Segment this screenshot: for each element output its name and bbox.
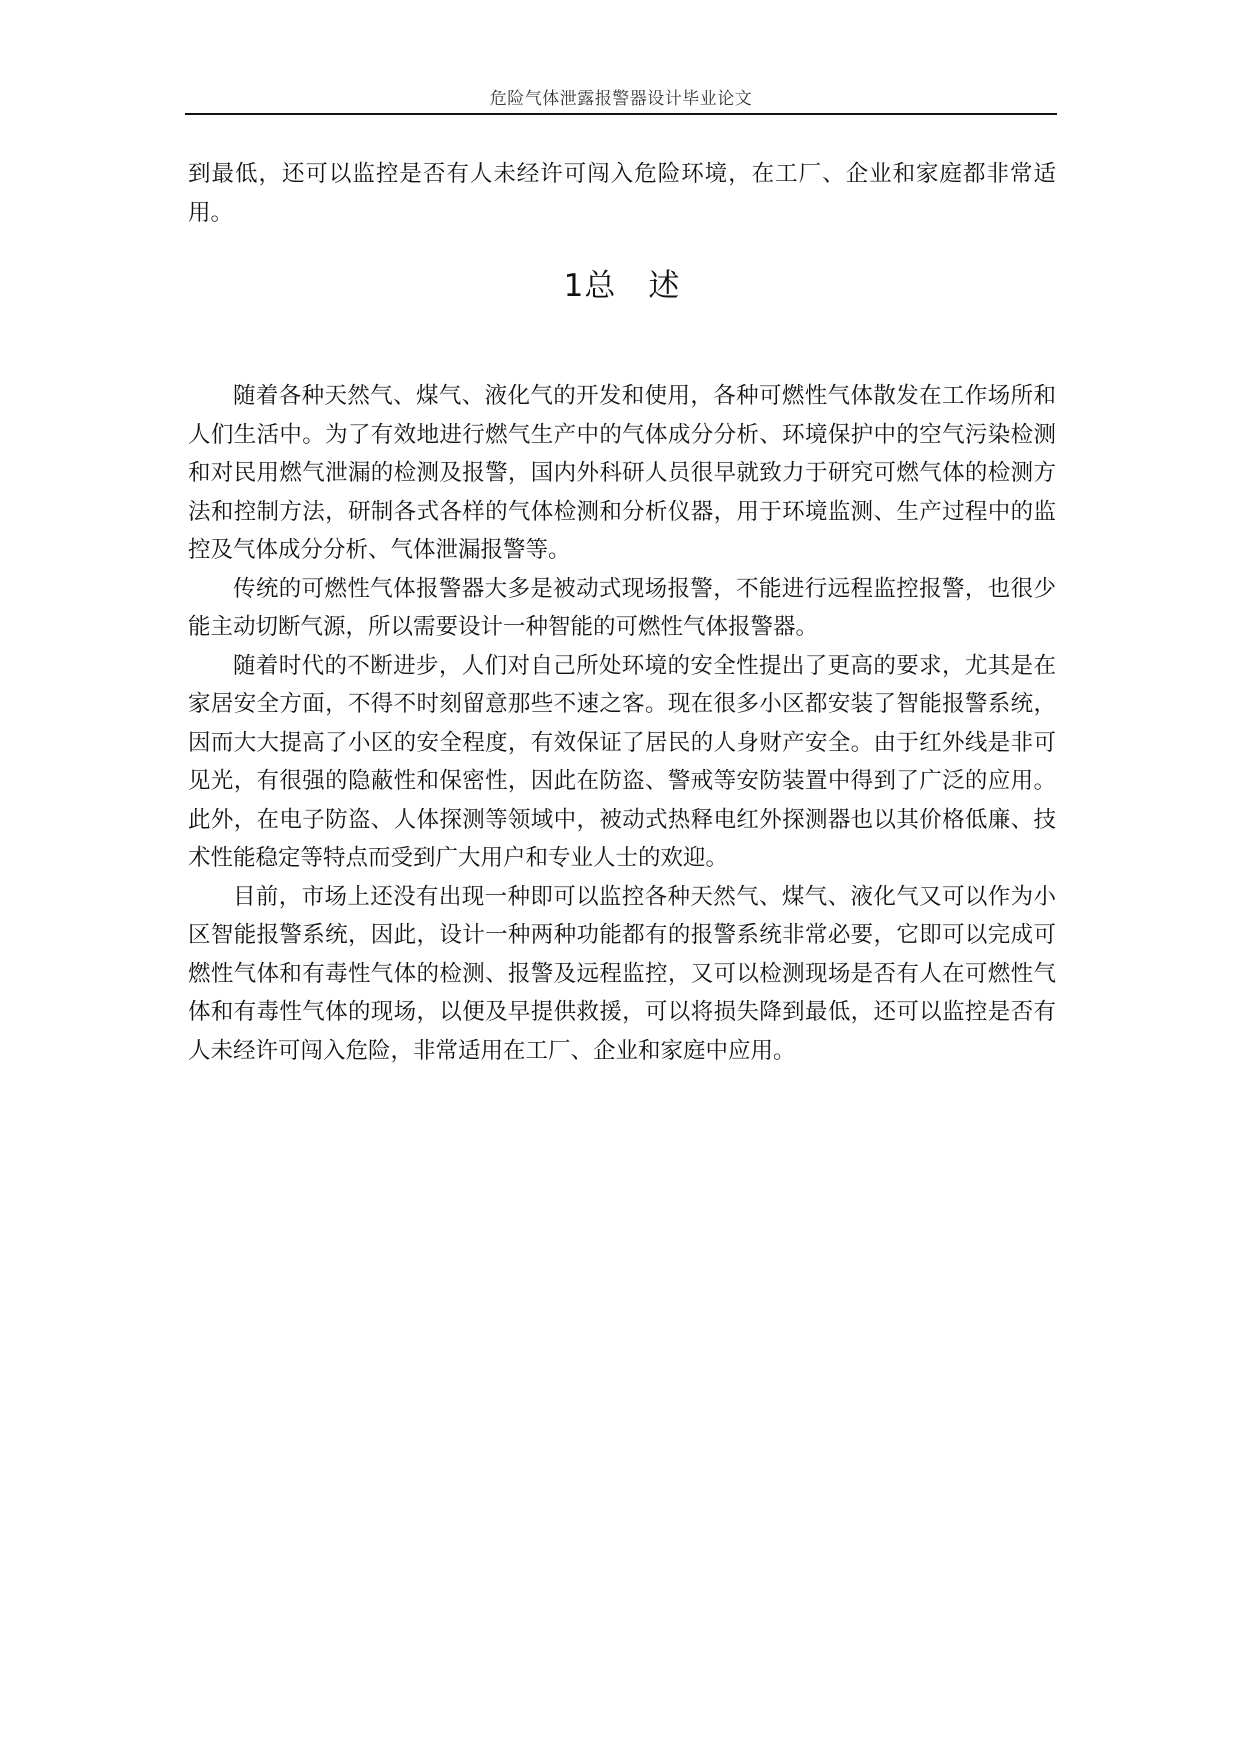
continued-paragraph: 到最低，还可以监控是否有人未经许可闯入危险环境，在工厂、企业和家庭都非常适用。: [188, 161, 1056, 226]
body-paragraph: 传统的可燃性气体报警器大多是被动式现场报警，不能进行远程监控报警，也很少能主动切断气源，所以需要设计一种智能的可燃性气体报警器。: [188, 575, 1056, 640]
body-paragraph: 随着时代的不断进步，人们对自己所处环境的安全性提出了更高的要求，尤其是在家居安全方面，不得不时刻留意那些不速之客。现在很多小区都安装了智能报警系统，因而大大提高了小区的安全程度，有效保证了居民的人身财产安全。由于红外线是非可见光，有很强的隐蔽性和保密性，因此在防盗、警戒等安防装置中得到了广泛的应用。此外，在电子防盗、人体探测等领域中，被动式热释电红外探测器也以其价格低廉、技术性能稳定等特点而受到广大用户和专业人士的欢迎。: [188, 652, 1056, 871]
body-paragraph: 随着各种天然气、煤气、液化气的开发和使用，各种可燃性气体散发在工作场所和人们生活中。为了有效地进行燃气生产中的气体成分分析、环境保护中的空气污染检测和对民用燃气泄漏的检测及报警，国内外科研人员很早就致力于研究可燃气体的检测方法和控制方法，研制各式各样的气体检测和分析仪器，用于环境监测、生产过程中的监控及气体成分分析、气体泄漏报警等。: [188, 383, 1056, 563]
body-paragraph: 目前，市场上还没有出现一种即可以监控各种天然气、煤气、液化气又可以作为小区智能报警系统，因此，设计一种两种功能都有的报警系统非常必要，它即可以完成可燃性气体和有毒性气体的检测、报警及远程监控，又可以检测现场是否有人在可燃性气体和有毒性气体的现场，以便及早提供救援，可以将损失降到最低，还可以监控是否有人未经许可闯入危险，非常适用在工厂、企业和家庭中应用。: [188, 883, 1056, 1064]
header-divider: [185, 113, 1057, 115]
section-heading: 1总 述: [563, 268, 681, 304]
page-body: [188, 155, 1056, 1070]
running-header: 危险气体泄露报警器设计毕业论文: [489, 89, 753, 109]
